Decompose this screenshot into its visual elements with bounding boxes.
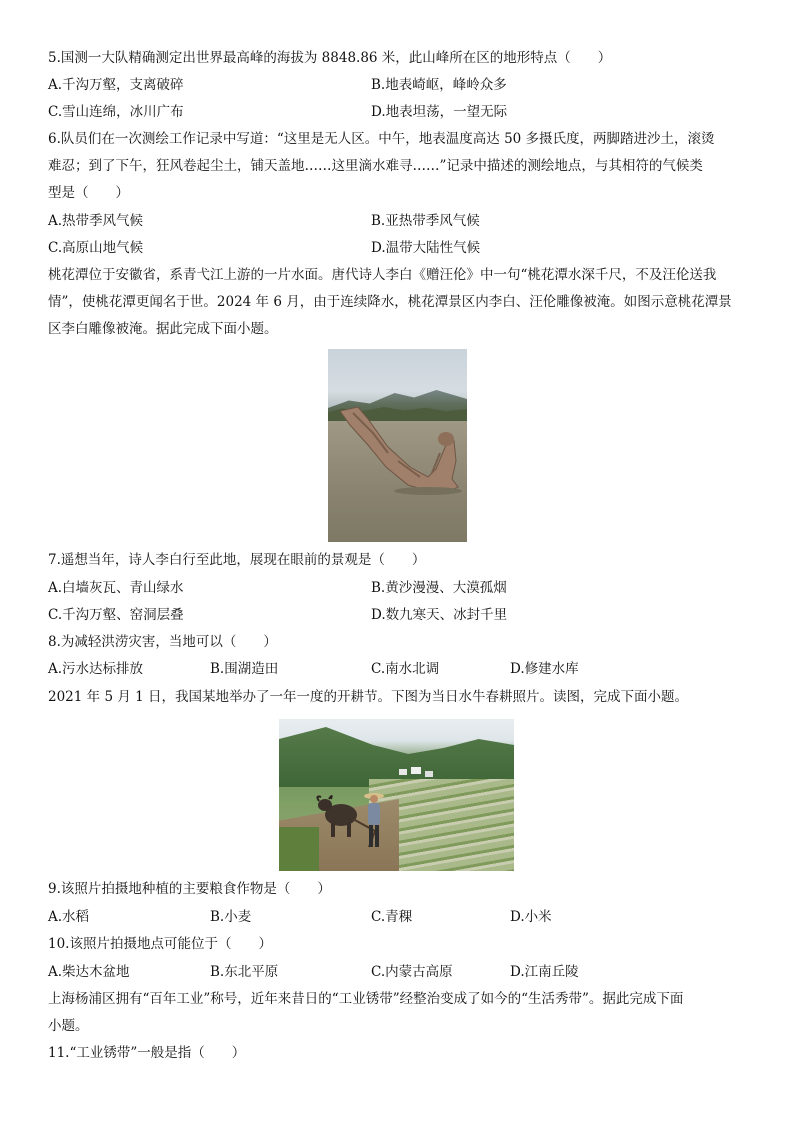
buffalo-plowing-photo	[279, 719, 514, 871]
q5-option-a: A.千沟万壑，支离破碎	[48, 77, 184, 93]
q11-stem: 11.“工业锈带”一般是指（ ）	[48, 1045, 246, 1061]
q8-option-c: C.南水北调	[371, 661, 440, 677]
q8-stem: 8.为减轻洪涝灾害，当地可以（ ）	[48, 634, 277, 650]
q7-option-c: C.千沟万壑、窑洞层叠	[48, 607, 184, 623]
q9-stem: 9.该照片拍摄地种植的主要粮食作物是（ ）	[48, 881, 331, 897]
q6-stem-line-1: 6.队员们在一次测绘工作记录中写道：“这里是无人区。中午，地表温度高达 50 多摄氏度，两脚踏进沙土，滚烫	[48, 131, 715, 147]
passage-2-line-1: 2021 年 5 月 1 日，我国某地举办了一年一度的开耕节。下图为当日水牛春耕照片。读图，完成下面小题。	[48, 689, 688, 705]
q5-option-b: B.地表崎岖，峰岭众多	[371, 77, 507, 93]
passage-1-line-2: 情”，使桃花潭更闻名于世。2024 年 6 月，由于连续降水，桃花潭景区内李白、汪伦雕像被淹。如图示意桃花潭景	[48, 294, 732, 310]
q5-option-d: D.地表坦荡，一望无际	[371, 104, 508, 120]
q9-option-d: D.小米	[510, 909, 552, 925]
q10-option-b: B.东北平原	[210, 964, 279, 980]
q5-stem: 5.国测一大队精确测定出世界最高峰的海拔为 8848.86 米，此山峰所在区的地形特点（ ）	[48, 50, 612, 66]
q6-option-a: A.热带季风气候	[48, 213, 144, 229]
passage-1-line-3: 区李白雕像被淹。据此完成下面小题。	[48, 321, 278, 337]
passage-1-line-1: 桃花潭位于安徽省，系青弋江上游的一片水面。唐代诗人李白《赠汪伦》中一句“桃花潭水深千尺，不及汪伦送我	[48, 267, 717, 283]
passage-3-line-1: 上海杨浦区拥有“百年工业”称号，近年来昔日的“工业锈带”经整治变成了如今的“生活秀带”。据此完成下面	[48, 991, 684, 1007]
q10-option-d: D.江南丘陵	[510, 964, 579, 980]
q6-option-d: D.温带大陆性气候	[371, 240, 481, 256]
q7-option-a: A.白墙灰瓦、青山绿水	[48, 580, 184, 596]
q7-stem: 7.遥想当年，诗人李白行至此地，展现在眼前的景观是（ ）	[48, 552, 426, 568]
q6-stem-line-2: 难忍；到了下午，狂风卷起尘土，铺天盖地……这里滴水难寻……”记录中描述的测绘地点，与其相符的气候类	[48, 158, 703, 174]
q9-option-c: C.青稞	[371, 909, 413, 925]
flooded-statue-photo	[328, 349, 467, 542]
q10-stem: 10.该照片拍摄地点可能位于（ ）	[48, 936, 272, 952]
passage-3-line-2: 小题。	[48, 1018, 89, 1034]
q7-option-b: B.黄沙漫漫、大漠孤烟	[371, 580, 507, 596]
q8-option-b: B.围湖造田	[210, 661, 279, 677]
q9-option-b: B.小麦	[210, 909, 252, 925]
q6-option-b: B.亚热带季风气候	[371, 213, 480, 229]
q8-option-a: A.污水达标排放	[48, 661, 144, 677]
q8-option-d: D.修建水库	[510, 661, 579, 677]
q10-option-c: C.内蒙古高原	[371, 964, 453, 980]
q10-option-a: A.柴达木盆地	[48, 964, 130, 980]
q5-option-c: C.雪山连绵，冰川广布	[48, 104, 184, 120]
q9-option-a: A.水稻	[48, 909, 90, 925]
q6-option-c: C.高原山地气候	[48, 240, 144, 256]
q6-stem-line-3: 型是（ ）	[48, 185, 129, 201]
q7-option-d: D.数九寒天、冰封千里	[371, 607, 508, 623]
